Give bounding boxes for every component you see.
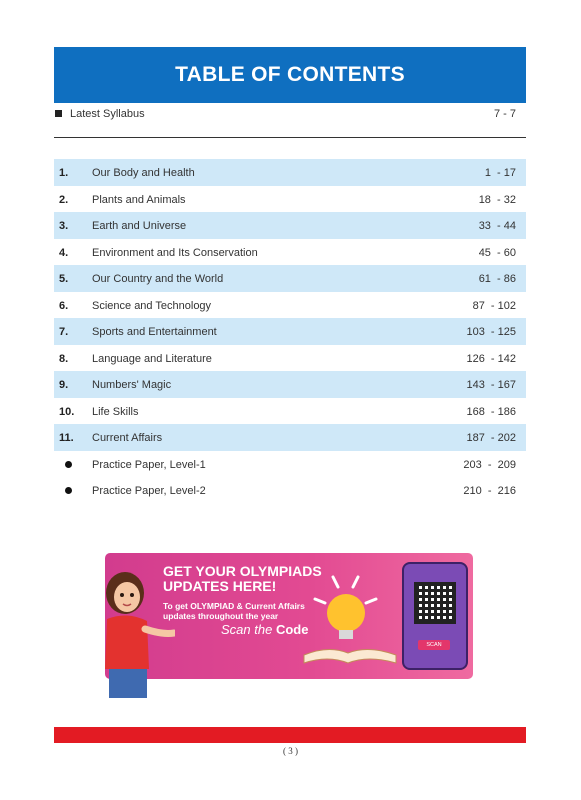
chapter-pages: 126 - 142 (466, 352, 516, 365)
scan-button: SCAN (418, 640, 450, 650)
syllabus-pages: 7 - 7 (493, 108, 516, 120)
chapter-title: Sports and Entertainment (92, 326, 217, 338)
chapter-pages: 1 - 17 (484, 167, 516, 179)
square-bullet-icon (55, 110, 62, 117)
round-bullet-icon (65, 461, 72, 468)
toc-row (54, 186, 526, 213)
chapter-number: 8. (59, 352, 69, 365)
chapter-title: Our Body and Health (92, 167, 195, 179)
practice-pages: 203 - 209 (463, 458, 516, 471)
practice-title: Practice Paper, Level-1 (92, 458, 206, 471)
chapter-pages: 61 - 86 (478, 273, 516, 285)
scan-text: Scan the (221, 622, 273, 637)
chapter-pages: 18 - 32 (478, 193, 516, 206)
toc-list (54, 159, 526, 504)
practice-title: Practice Paper, Level-2 (92, 485, 206, 497)
chapter-title: Plants and Animals (92, 193, 186, 206)
practice-row (54, 477, 526, 504)
chapter-pages: 143 - 167 (466, 379, 516, 391)
toc-row (54, 318, 526, 345)
chapter-number: 9. (59, 379, 69, 391)
toc-row (54, 398, 526, 425)
chapter-number: 1. (59, 167, 69, 179)
chapter-title: Numbers' Magic (92, 379, 172, 391)
toc-row (54, 159, 526, 186)
banner-subtext-line: To get OLYMPIAD & Current Affairs (163, 601, 305, 611)
banner-headline: GET YOUR OLYMPIADS (163, 563, 322, 579)
syllabus-entry (54, 105, 526, 125)
qr-code-icon (414, 582, 456, 624)
chapter-number: 4. (59, 246, 69, 259)
toc-row (54, 265, 526, 292)
olympiad-updates-banner (95, 553, 485, 698)
toc-header (54, 47, 526, 103)
chapter-pages: 187 - 202 (466, 432, 516, 444)
chapter-title: Environment and Its Conservation (92, 246, 258, 259)
chapter-number: 6. (59, 299, 69, 312)
chapter-pages: 45 - 60 (478, 246, 516, 259)
footer-bar (54, 727, 526, 743)
banner-subtext (163, 601, 305, 621)
lightbulb-book-icon (300, 573, 400, 673)
chapter-pages: 103 - 125 (466, 326, 516, 338)
toc-row (54, 424, 526, 451)
chapter-number: 11. (59, 432, 74, 444)
chapter-number: 10. (59, 405, 75, 418)
code-text: Code (275, 622, 309, 637)
syllabus-label: Latest Syllabus (70, 108, 145, 120)
phone-illustration (402, 562, 468, 670)
chapter-title: Language and Literature (92, 352, 212, 365)
chapter-number: 5. (59, 273, 69, 285)
banner-headline: UPDATES HERE! (163, 578, 277, 594)
practice-pages: 210 - 216 (463, 485, 516, 497)
toc-row (54, 292, 526, 319)
page-title: TABLE OF CONTENTS (175, 63, 405, 86)
chapter-pages: 168 - 186 (466, 405, 516, 418)
chapter-title: Earth and Universe (92, 220, 187, 232)
round-bullet-icon (65, 487, 72, 494)
divider (54, 137, 526, 138)
chapter-pages: 87 - 102 (472, 299, 516, 312)
banner-subtext-line: updates throughout the year (163, 611, 279, 621)
chapter-number: 7. (59, 326, 69, 338)
chapter-title: Life Skills (92, 405, 139, 418)
scan-the-code-text (221, 622, 308, 637)
chapter-title: Our Country and the World (92, 273, 224, 285)
chapter-title: Science and Technology (92, 299, 212, 312)
toc-row (54, 345, 526, 372)
page-number: ( 3 ) (283, 746, 298, 756)
chapter-number: 2. (59, 193, 69, 206)
toc-row (54, 371, 526, 398)
chapter-number: 3. (59, 220, 69, 232)
chapter-title: Current Affairs (92, 432, 163, 444)
toc-row (54, 239, 526, 266)
chapter-pages: 33 - 44 (478, 220, 516, 232)
practice-row (54, 451, 526, 478)
toc-row (54, 212, 526, 239)
